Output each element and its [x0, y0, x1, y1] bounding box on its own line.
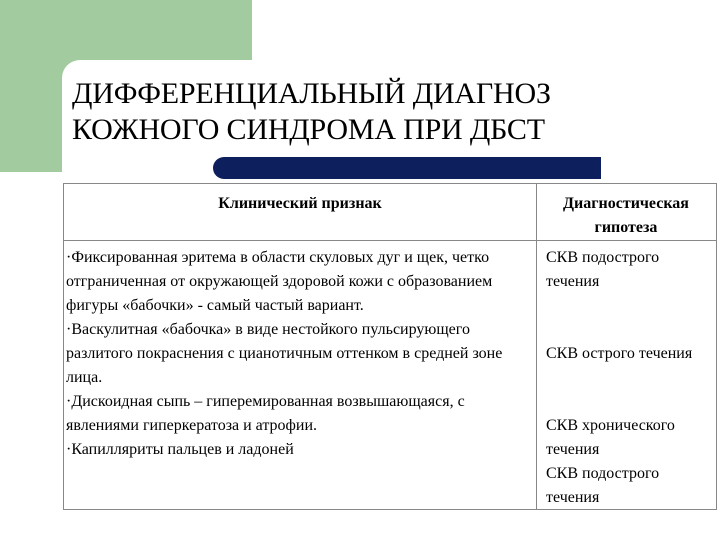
bullet-icon: ·	[66, 393, 72, 410]
header-diagnostic-hypothesis: Диагностическая гипотеза	[563, 195, 689, 236]
sign-item	[66, 438, 532, 462]
diagnosis-table	[63, 183, 717, 510]
sign-text: Дискоидная сыпь – гиперемированная возвышающаяся, с явлениями гиперкератоза и атрофии.	[66, 393, 465, 434]
bullet-icon: ·	[66, 321, 72, 338]
bullet-icon: ·	[66, 441, 72, 458]
sign-text: Капилляриты пальцев и ладоней	[71, 441, 294, 458]
slide-title-line-2: КОЖНОГО СИНДРОМА ПРИ ДБСТ	[72, 113, 545, 146]
hypothesis-item: СКВ острого течения	[546, 345, 693, 362]
slide-title	[72, 76, 712, 148]
title-underline-bar	[213, 157, 601, 179]
hypothesis-item: СКВ хронического течения	[546, 417, 675, 458]
bullet-icon: ·	[66, 249, 72, 266]
slide-title-line-1: ДИФФЕРЕНЦИАЛЬНЫЙ ДИАГНОЗ	[72, 77, 551, 110]
hypothesis-item: СКВ подострого течения	[546, 249, 660, 290]
sign-item	[66, 246, 532, 318]
sign-item	[66, 390, 532, 438]
hypothesis-item: СКВ подострого течения	[546, 465, 660, 506]
sign-text: Фиксированная эритема в области скуловых дуг и щек, четко отграниченная от окружающей здоровой кожи с образованием фигуры «бабочки» - самый частый вариант.	[66, 249, 493, 314]
sign-text: Васкулитная «бабочка» в виде нестойкого пульсирующего разлитого покраснения с цианотичным оттенком в средней зоне лица.	[66, 321, 503, 386]
header-divider	[64, 240, 716, 241]
header-clinical-sign: Клинический признак	[218, 195, 382, 212]
sign-item	[66, 318, 532, 390]
clinical-signs-cell	[66, 246, 532, 462]
column-divider	[536, 184, 537, 509]
